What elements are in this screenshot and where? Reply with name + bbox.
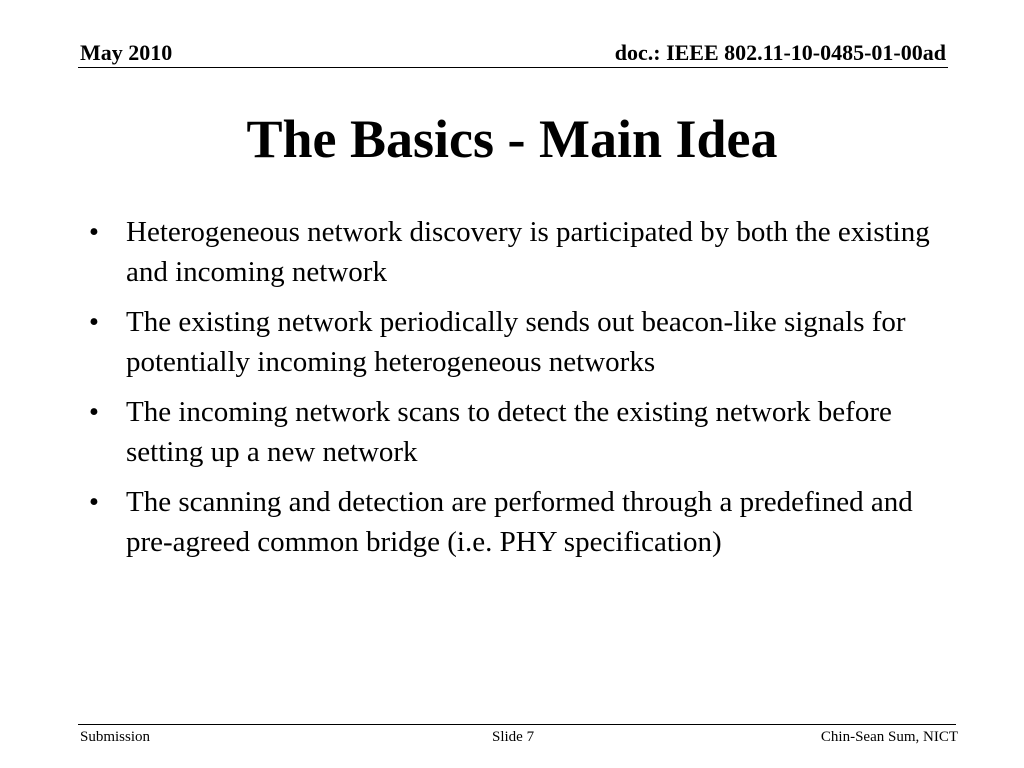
bullet-text: The existing network periodically sends out beacon-like signals for potentially incoming heterogeneous networks [126, 306, 906, 378]
bullet-icon: • [88, 306, 100, 338]
bullet-icon: • [88, 486, 100, 518]
bullet-text: The incoming network scans to detect the existing network before setting up a new network [126, 396, 892, 468]
footer-divider [78, 724, 956, 725]
bullet-list [84, 212, 954, 572]
footer-author: Chin-Sean Sum, NICT [820, 729, 958, 745]
slide-title: The Basics - Main Idea [246, 109, 778, 169]
header-document-id: doc.: IEEE 802.11-10-0485-01-00ad [614, 40, 946, 65]
bullet-icon: • [88, 396, 100, 428]
footer-slide-number: Slide 7 [492, 729, 535, 745]
header-divider [78, 67, 948, 68]
bullet-text: The scanning and detection are performed through a predefined and pre-agreed common bridge (i.e. PHY specification) [126, 486, 913, 558]
bullet-item [84, 302, 954, 382]
bullet-text: Heterogeneous network discovery is participated by both the existing and incoming network [126, 216, 930, 288]
header-date: May 2010 [80, 40, 173, 65]
footer-submission: Submission [80, 729, 151, 745]
bullet-icon: • [88, 216, 100, 248]
bullet-item [84, 482, 954, 562]
bullet-item [84, 212, 954, 292]
bullet-item [84, 392, 954, 472]
